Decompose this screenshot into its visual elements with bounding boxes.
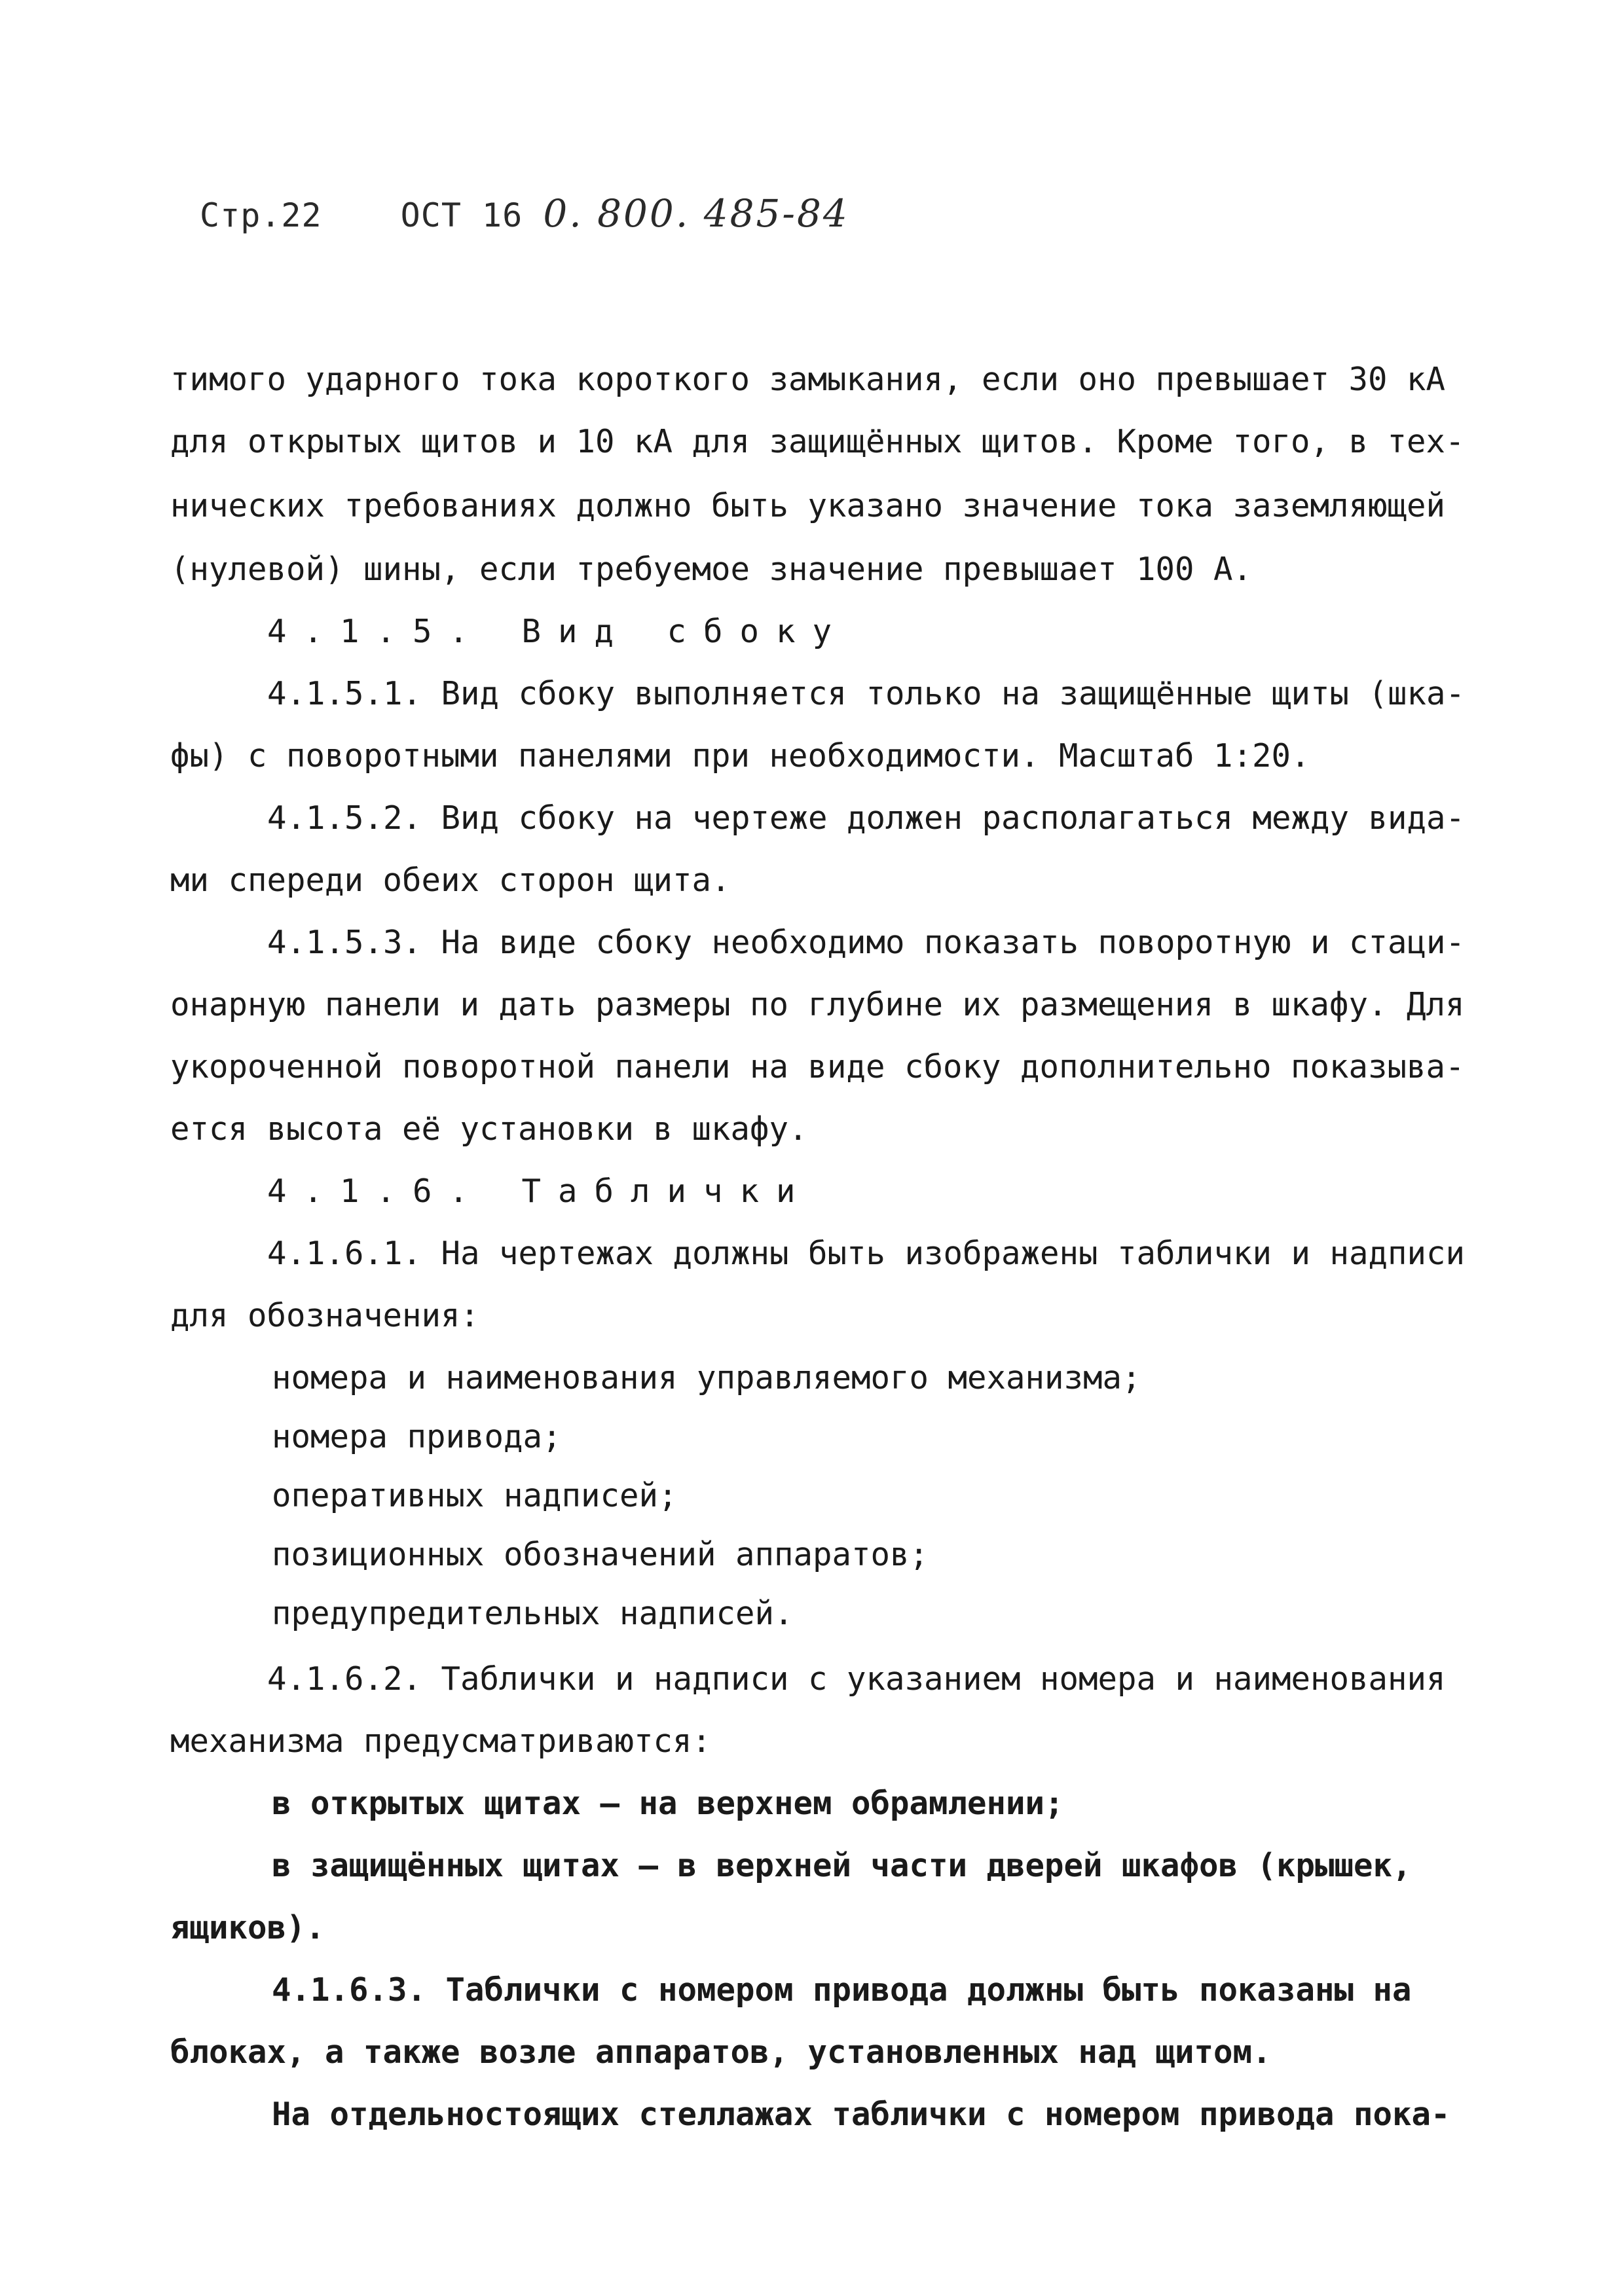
standard-number-handwritten: 0. 800. 485-84 — [543, 191, 849, 236]
list-item: позиционных обозначений аппаратов; — [272, 1536, 929, 1573]
text-line: ми спереди обеих сторон щита. — [170, 862, 731, 899]
paragraph-line: На отдельностоящих стеллажах таблички с номером привода пока- — [272, 2096, 1450, 2133]
paragraph-line: 4.1.6.2. Таблички и надписи с указанием номера и наименования — [267, 1660, 1446, 1698]
text-line: укороченной поворотной панели на виде сбоку дополнительно показыва- — [170, 1048, 1465, 1085]
text-line: механизма предусматриваются: — [170, 1722, 712, 1760]
text-line: для открытых щитов и 10 кА для защищённых щитов. Кроме того, в тех- — [170, 423, 1465, 460]
list-item: номера и наименования управляемого механизма; — [272, 1359, 1141, 1396]
text-line: для обозначения: — [170, 1297, 480, 1334]
paragraph-line: 4.1.5.2. Вид сбоку на чертеже должен располагаться между вида- — [267, 799, 1466, 837]
page-number: Стр.22 — [200, 196, 322, 234]
paragraph-line: 4.1.6.3. Таблички с номером привода должны быть показаны на — [272, 1971, 1412, 2009]
text-line: фы) с поворотными панелями при необходимости. Масштаб 1:20. — [170, 737, 1310, 774]
text-line: нических требованиях должно быть указано значение тока заземляющей — [170, 487, 1446, 524]
list-item: оперативных надписей; — [272, 1477, 678, 1514]
section-heading: 4.1.6. Таблички — [267, 1173, 813, 1210]
list-item: предупредительных надписей. — [272, 1595, 794, 1632]
page-header — [200, 191, 849, 236]
list-item: в открытых щитах – на верхнем обрамлении; — [272, 1785, 1064, 1822]
text-line: ящиков). — [170, 1909, 325, 1946]
standard-prefix: ОСТ 16 — [400, 196, 523, 234]
paragraph-line: 4.1.5.1. Вид сбоку выполняется только на защищённые щиты (шка- — [267, 675, 1466, 712]
text-line: онарную панели и дать размеры по глубине их размещения в шкафу. Для — [170, 986, 1465, 1023]
text-line: (нулевой) шины, если требуемое значение превышает 100 А. — [170, 551, 1253, 588]
paragraph-line: 4.1.6.1. На чертежах должны быть изображены таблички и надписи — [267, 1235, 1466, 1272]
list-item: номера привода; — [272, 1418, 562, 1455]
text-line: блоках, а также возле аппаратов, установленных над щитом. — [170, 2033, 1272, 2071]
text-line: ется высота её установки в шкафу. — [170, 1110, 808, 1148]
text-line: тимого ударного тока короткого замыкания, если оно превышает 30 кА — [170, 361, 1446, 398]
paragraph-line: 4.1.5.3. На виде сбоку необходимо показать поворотную и стаци- — [267, 924, 1466, 961]
list-item: в защищённых щитах – в верхней части дверей шкафов (крышек, — [272, 1847, 1412, 1884]
section-heading: 4.1.5. Вид сбоку — [267, 613, 849, 650]
